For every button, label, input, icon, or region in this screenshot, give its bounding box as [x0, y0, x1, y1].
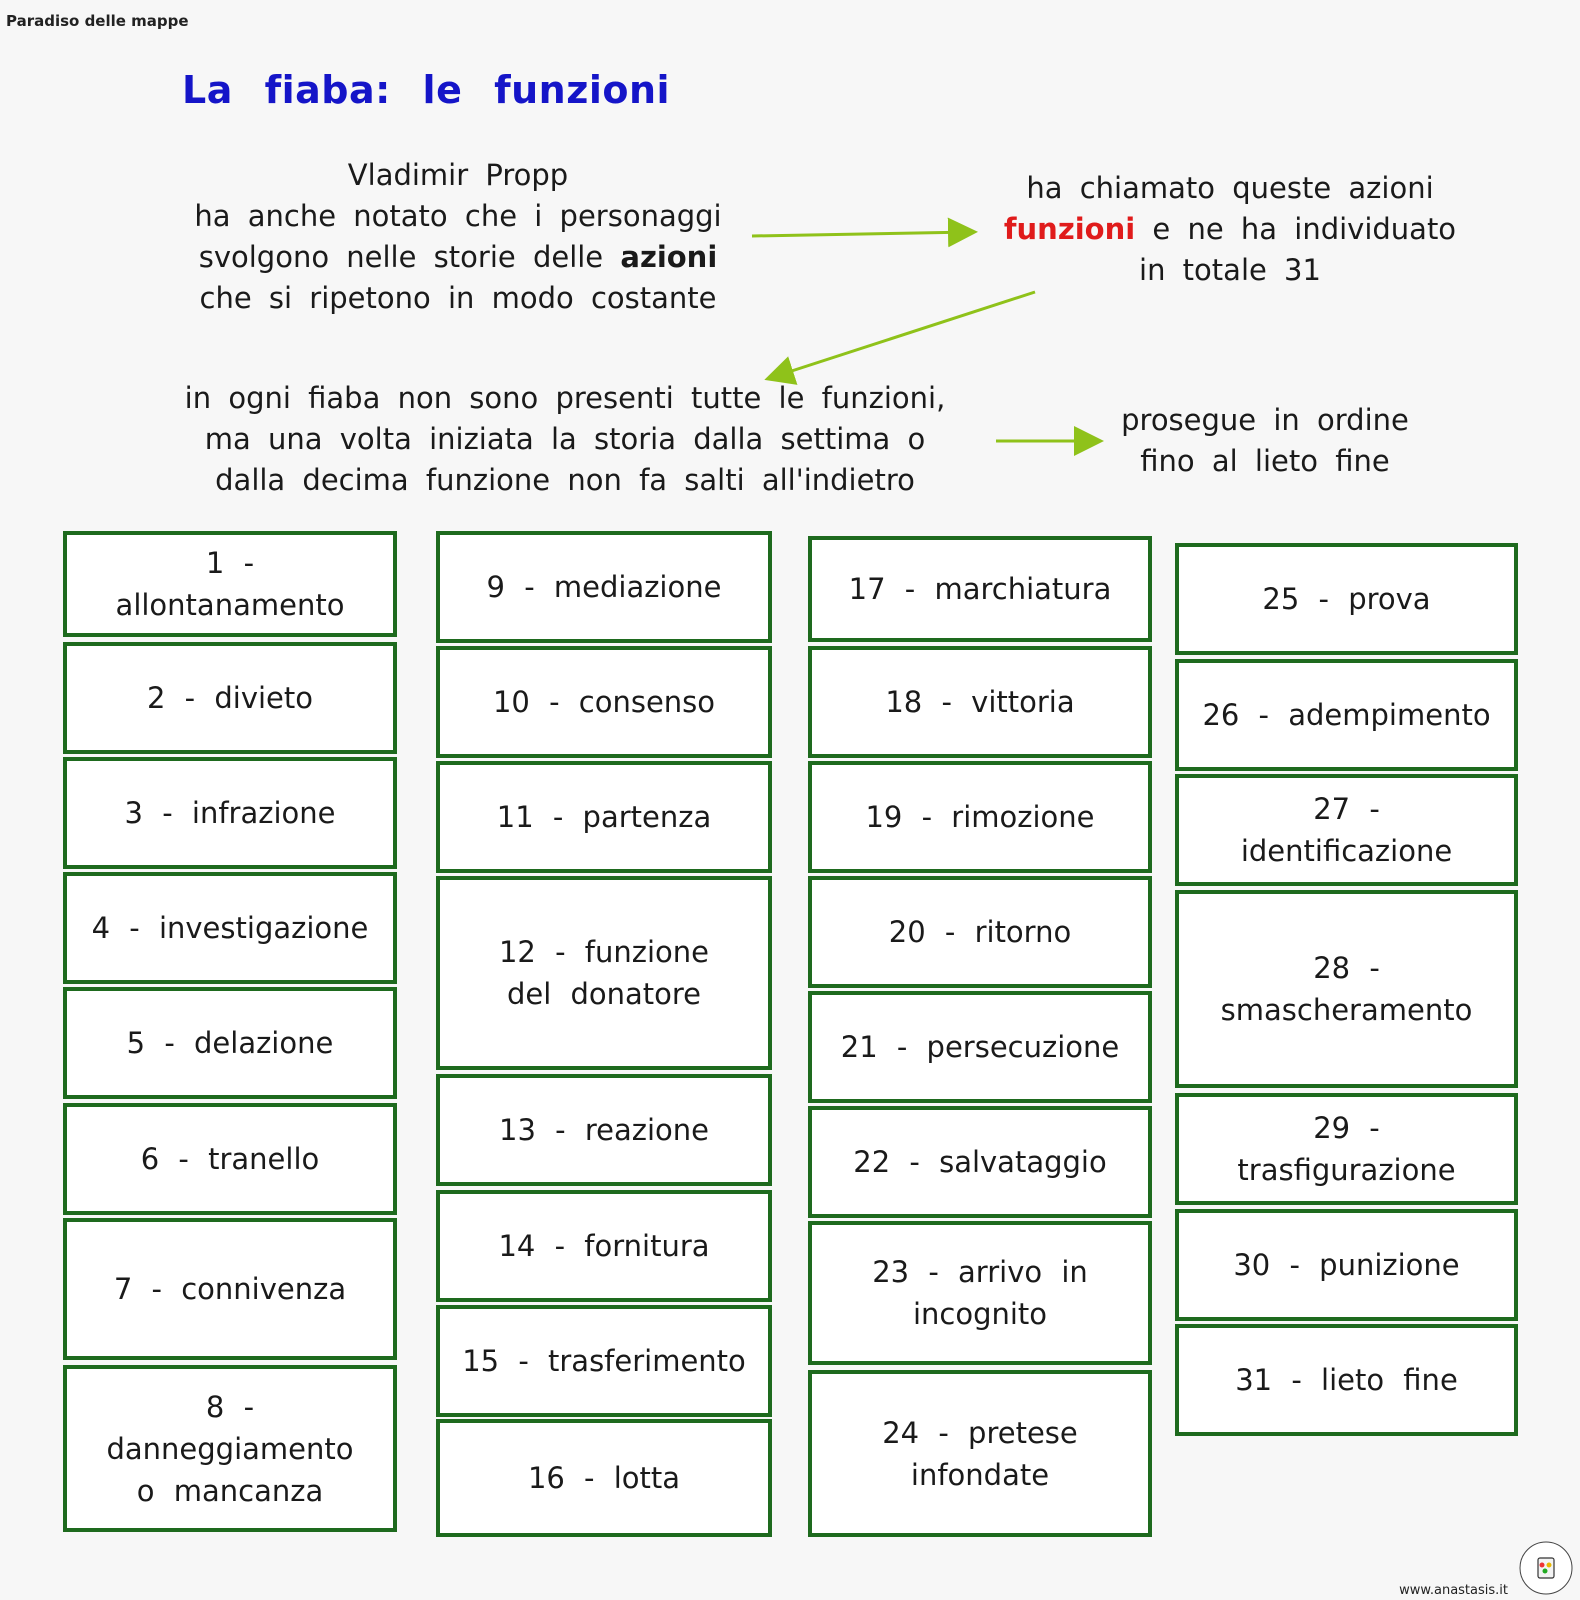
function-box — [63, 642, 397, 754]
function-label-line: allontanamento — [115, 588, 345, 622]
function-box — [1175, 659, 1518, 771]
funzioni-keyword: funzioni — [1003, 212, 1136, 246]
function-label-line: 15 - trasferimento — [462, 1344, 746, 1378]
function-label-line: trasfigurazione — [1237, 1153, 1456, 1187]
function-box — [1175, 1324, 1518, 1436]
function-label — [499, 931, 709, 1015]
intro-left-line1: Vladimir Propp — [347, 158, 569, 192]
function-label — [882, 1412, 1078, 1496]
azioni-keyword: azioni — [620, 240, 718, 274]
intro-right-line3: in totale 31 — [1139, 253, 1321, 287]
function-label-line: 10 - consenso — [492, 685, 716, 719]
function-label-line: o mancanza — [136, 1473, 324, 1508]
intro-middle-line3: dalla decima funzione non fa salti all'indietro — [215, 463, 915, 497]
intro-right-text — [960, 168, 1500, 291]
intro-right-line2 — [960, 209, 1500, 250]
function-label-line: 5 - delazione — [126, 1026, 334, 1060]
function-box — [1175, 890, 1518, 1088]
function-box — [63, 987, 397, 1099]
function-label — [853, 1141, 1106, 1183]
function-label-line: 3 - infrazione — [124, 796, 336, 830]
intro-right-line2-text: e ne ha individuato — [1135, 212, 1457, 246]
function-label — [147, 677, 313, 719]
intro-left-text — [162, 155, 754, 319]
function-label — [865, 796, 1094, 838]
function-box — [808, 536, 1152, 642]
function-label — [141, 1138, 320, 1180]
intro-middle-text — [130, 378, 1000, 501]
function-label — [528, 1457, 680, 1499]
function-box — [63, 531, 397, 637]
supermappe-logo — [1518, 1540, 1574, 1596]
function-box — [808, 1221, 1152, 1365]
function-box — [808, 1370, 1152, 1537]
function-label-line: 27 - — [1313, 792, 1380, 826]
function-label-line: 7 - connivenza — [113, 1272, 347, 1306]
function-label — [462, 1340, 746, 1382]
function-box — [63, 872, 397, 984]
intro-middle-line2: ma una volta iniziata la storia dalla settima o — [204, 422, 926, 456]
page-title: La fiaba: le funzioni — [182, 68, 671, 112]
function-label-line: 11 - partenza — [496, 800, 712, 834]
function-label — [499, 1109, 709, 1151]
function-label — [498, 1225, 709, 1267]
function-box — [808, 876, 1152, 988]
function-label — [1221, 947, 1473, 1031]
function-label — [1235, 1359, 1458, 1401]
function-label — [841, 1026, 1120, 1068]
function-label-line: 9 - mediazione — [486, 570, 722, 604]
function-box — [63, 1218, 397, 1360]
function-label-line: 25 - prova — [1262, 582, 1431, 616]
intro-left-line4: che si ripetono in modo costante — [199, 281, 717, 315]
function-label-line: smascheramento — [1220, 993, 1473, 1027]
function-label-line: 2 - divieto — [147, 681, 313, 715]
function-label-line: identificazione — [1240, 834, 1453, 868]
function-box — [808, 646, 1152, 758]
function-label — [1233, 1244, 1459, 1286]
function-label-line: 28 - — [1313, 951, 1380, 985]
arrow-right-1 — [752, 232, 972, 236]
function-label-line: danneggiamento — [106, 1431, 354, 1466]
arrow-down-left — [770, 292, 1035, 378]
function-box — [63, 1103, 397, 1215]
function-label — [127, 1022, 334, 1064]
function-box — [1175, 1093, 1518, 1205]
function-label-line: 31 - lieto fine — [1235, 1363, 1458, 1397]
function-label — [885, 681, 1074, 723]
function-label — [1202, 694, 1490, 736]
function-label — [125, 792, 336, 834]
footer-url: www.anastasis.it — [1399, 1583, 1508, 1598]
function-box — [436, 531, 772, 643]
function-label-line: 20 - ritorno — [888, 915, 1072, 949]
function-box — [1175, 774, 1518, 886]
intro-side-line2: fino al lieto fine — [1140, 444, 1390, 478]
function-box — [436, 761, 772, 873]
intro-right-line1: ha chiamato queste azioni — [1026, 171, 1434, 205]
function-label-line: 21 - persecuzione — [840, 1030, 1120, 1064]
function-label — [92, 907, 369, 949]
function-label-line: 17 - marchiatura — [848, 572, 1112, 606]
function-label-line: 12 - funzione — [498, 935, 709, 969]
function-box — [436, 1305, 772, 1417]
function-box — [1175, 1209, 1518, 1321]
function-label-line: 8 - — [205, 1389, 255, 1424]
function-box — [436, 1419, 772, 1537]
intro-side-line1: prosegue in ordine — [1121, 403, 1409, 437]
function-label — [487, 566, 722, 608]
function-box — [808, 1106, 1152, 1218]
function-label-line: del donatore — [506, 977, 702, 1011]
function-label-line: 24 - pretese — [882, 1415, 1078, 1450]
function-label — [116, 542, 345, 626]
function-label-line: 22 - salvataggio — [853, 1145, 1107, 1179]
intro-left-line2: ha anche notato che i personaggi — [194, 199, 722, 233]
function-label-line: 26 - adempimento — [1202, 698, 1491, 732]
function-label-line: 6 - tranello — [140, 1142, 320, 1176]
function-label — [493, 681, 715, 723]
intro-left-line3-text: svolgono nelle storie delle — [198, 240, 621, 274]
function-label — [106, 1386, 353, 1512]
function-box — [436, 1190, 772, 1302]
function-box — [436, 1074, 772, 1186]
function-label-line: 16 - lotta — [527, 1461, 681, 1495]
function-box — [808, 991, 1152, 1103]
function-label — [114, 1268, 346, 1310]
function-label-line: incognito — [912, 1297, 1048, 1331]
function-label — [1241, 788, 1452, 872]
function-label-line: 18 - vittoria — [885, 685, 1075, 719]
function-box — [436, 876, 772, 1070]
function-box — [1175, 543, 1518, 655]
function-label-line: 13 - reazione — [499, 1113, 709, 1147]
function-box — [63, 1365, 397, 1532]
function-label-line: 30 - punizione — [1233, 1248, 1460, 1282]
function-label-line: 23 - arrivo in — [872, 1255, 1088, 1289]
function-box — [808, 761, 1152, 873]
function-label-line: 1 - — [205, 546, 255, 580]
function-label-line: 19 - rimozione — [865, 800, 1095, 834]
function-label — [1237, 1107, 1455, 1191]
function-label — [1262, 578, 1430, 620]
function-label — [872, 1251, 1088, 1335]
function-label — [497, 796, 712, 838]
function-label — [849, 568, 1112, 610]
function-label-line: infondate — [910, 1457, 1050, 1492]
function-box — [436, 646, 772, 758]
function-box — [63, 757, 397, 869]
function-label-line: 4 - investigazione — [91, 911, 369, 945]
function-label-line: 29 - — [1313, 1111, 1380, 1145]
intro-left-line3 — [162, 237, 754, 278]
function-label-line: 14 - fornitura — [498, 1229, 710, 1263]
site-label: Paradiso delle mappe — [6, 12, 189, 30]
intro-side-text — [1090, 400, 1440, 482]
intro-middle-line1: in ogni fiaba non sono presenti tutte le funzioni, — [184, 381, 946, 415]
function-label — [889, 911, 1071, 953]
